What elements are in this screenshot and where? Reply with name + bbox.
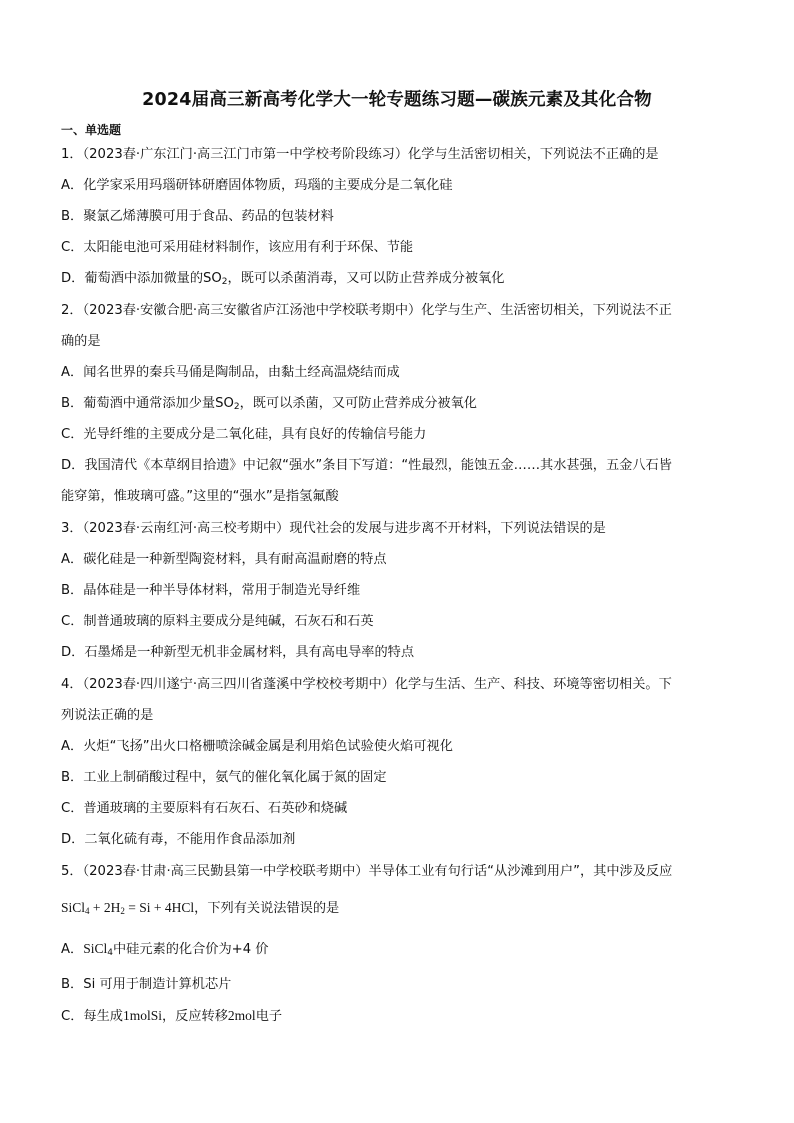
question-3-stem: 3．（2023春·云南红河·高三校考期中）现代社会的发展与进步离不开材料，下列说法错误的是	[61, 521, 606, 536]
question-4-option-a[interactable]: A．火炬“飞扬”出火口格栅喷涂碱金属是利用焰色试验使火焰可视化	[61, 739, 453, 754]
formula-part: = Si + 4HCl	[124, 900, 195, 915]
question-3-option-b[interactable]: B．晶体硅是一种半导体材料，常用于制造光导纤维	[61, 583, 361, 598]
option-a-text-tail: 中硅元素的化合价为+4 价	[112, 942, 269, 957]
option-d-text: D．葡萄酒中添加微量的SO	[61, 271, 222, 286]
question-2-option-a[interactable]: A．闻名世界的秦兵马俑是陶制品，由黏土经高温烧结而成	[61, 365, 400, 380]
formula-part: 2mol	[227, 1008, 256, 1023]
question-2-option-b[interactable]	[61, 395, 741, 416]
formula-part: SiCl	[61, 900, 86, 915]
question-2-option-c[interactable]: C．光导纤维的主要成分是二氧化硅，具有良好的传输信号能力	[61, 427, 427, 442]
question-4-option-b[interactable]: B．工业上制硝酸过程中，氨气的催化氧化属于氮的固定	[61, 770, 387, 785]
option-c-text-tail: 电子	[255, 1009, 283, 1024]
question-1-option-b[interactable]: B．聚氯乙烯薄膜可用于食品、药品的包装材料	[61, 209, 334, 224]
option-c-text: C．每生成	[61, 1009, 123, 1024]
subscript: 4	[107, 948, 113, 958]
question-1-option-a[interactable]: A．化学家采用玛瑙研钵研磨固体物质，玛瑙的主要成分是二氧化硅	[61, 178, 453, 193]
question-5-equation-line	[61, 899, 741, 920]
subscript: 2	[233, 402, 240, 412]
question-3-option-a[interactable]: A．碳化硅是一种新型陶瓷材料，具有耐高温耐磨的特点	[61, 552, 387, 567]
formula-part: SiCl	[83, 941, 108, 956]
formula-part: 1molSi	[122, 1008, 162, 1023]
page-title: 2024届高三新高考化学大一轮专题练习题—碳族元素及其化合物	[142, 90, 652, 110]
section-heading: 一、单选题	[61, 123, 122, 137]
question-5-option-b[interactable]: B．Si 可用于制造计算机芯片	[61, 977, 232, 992]
option-label: A．	[61, 942, 84, 957]
question-1-stem: 1．（2023春·广东江门·高三江门市第一中学校考阶段练习）化学与生活密切相关，下列说法不正确的是	[61, 147, 659, 162]
question-2-option-d[interactable]: D．我国清代《本草纲目拾遗》中记叙“强水”条目下写道：“性最烈，能蚀五金……其水甚强，五金八石皆	[61, 458, 672, 473]
option-d-text-tail: ，既可以杀菌消毒，又可以防止营养成分被氧化	[227, 271, 505, 286]
subscript: 4	[85, 906, 90, 916]
question-5-option-c[interactable]	[61, 1007, 741, 1026]
reaction-equation	[61, 900, 194, 915]
subscript: 2	[120, 906, 125, 916]
option-c-text-mid: ，反应转移	[161, 1009, 228, 1024]
question-3-option-d[interactable]: D．石墨烯是一种新型无机非金属材料，具有高电导率的特点	[61, 645, 415, 660]
question-4-stem-cont: 列说法正确的是	[61, 708, 154, 723]
question-2-option-d-cont: 能穿第，惟玻璃可盛。”这里的“强水”是指氢氟酸	[61, 489, 339, 504]
question-2-stem: 2．（2023春·安徽合肥·高三安徽省庐江汤池中学校联考期中）化学与生产、生活密切相关，下列说法不正	[61, 303, 672, 318]
question-4-option-c[interactable]: C．普通玻璃的主要原料有石灰石、石英砂和烧碱	[61, 801, 348, 816]
subscript: 2	[221, 277, 228, 287]
question-3-option-c[interactable]: C．制普通玻璃的原料主要成分是纯碱，石灰石和石英	[61, 614, 374, 629]
question-5-stem: 5．（2023春·甘肃·高三民勤县第一中学校联考期中）半导体工业有句行话“从沙滩到用户”，其中涉及反应	[61, 864, 673, 879]
formula-part: + 2H	[89, 900, 121, 915]
option-b-text-tail: ，既可以杀菌，又可防止营养成分被氧化	[239, 396, 477, 411]
question-1-option-d[interactable]	[61, 270, 741, 291]
option-b-text: B．葡萄酒中通常添加少量SO	[61, 396, 234, 411]
question-4-option-d[interactable]: D．二氧化硫有毒，不能用作食品添加剂	[61, 832, 296, 847]
question-5-stem-tail: ，下列有关说法错误的是	[194, 901, 340, 916]
question-5-option-a[interactable]	[61, 940, 741, 962]
question-2-stem-cont: 确的是	[61, 334, 101, 349]
question-1-option-c[interactable]: C．太阳能电池可采用硅材料制作，该应用有利于环保、节能	[61, 240, 414, 255]
question-4-stem: 4．（2023春·四川遂宁·高三四川省蓬溪中学校校考期中）化学与生活、生产、科技、环境等密切相关。下	[61, 677, 672, 692]
